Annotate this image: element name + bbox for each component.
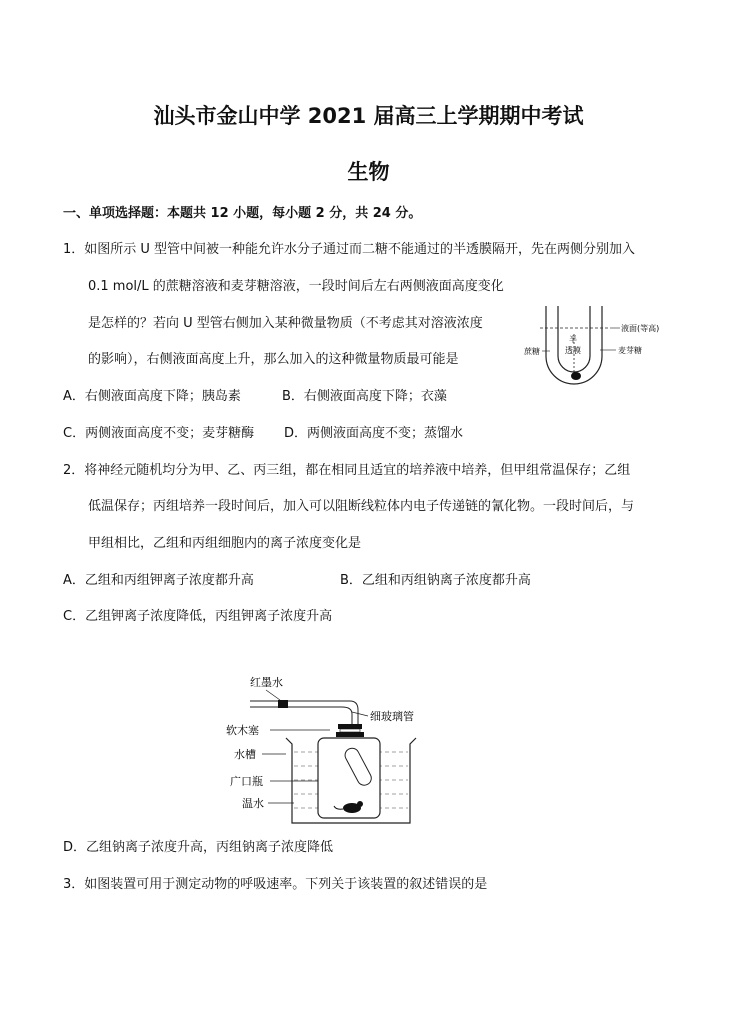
q3-line1: 3．如图装置可用于测定动物的呼吸速率。下列关于该装置的叙述错误的是 (63, 877, 488, 892)
label-cork: 软木塞 (226, 724, 259, 737)
label-bottle: 广口瓶 (230, 775, 263, 788)
q1-option-c: C．两侧液面高度不变；麦芽糖酶 (63, 426, 255, 441)
q2-option-d: D．乙组钠离子浓度升高，丙组钠离子浓度降低 (63, 840, 334, 855)
label-membrane-1: 半 (569, 335, 577, 344)
q2-line1: 2．将神经元随机均分为甲、乙、丙三组，都在相同且适宜的培养液中培养，但甲组常温保存；乙组 (63, 463, 631, 478)
label-warm-water: 温水 (242, 797, 264, 810)
label-red-ink: 红墨水 (250, 676, 283, 689)
q2-line3: 甲组相比，乙组和丙组细胞内的离子浓度变化是 (88, 536, 362, 551)
label-level: 液面(等高) (621, 324, 660, 333)
q1-line2: 0.1 mol/L 的蔗糖溶液和麦芽糖溶液，一段时间后左右两侧液面高度变化 (88, 279, 504, 294)
q2-option-a: A．乙组和丙组钾离子浓度都升高 (63, 573, 254, 588)
u-tube-figure (520, 298, 690, 390)
page-title: 汕头市金山中学 2021 届高三上学期期中考试 (153, 104, 584, 128)
label-sucrose: 蔗糖 (524, 347, 540, 356)
label-maltose: 麦芽糖 (618, 346, 642, 355)
q1-option-a: A．右侧液面高度下降；胰岛素 (63, 389, 241, 404)
label-membrane-2: 透膜 (565, 346, 581, 355)
q2-option-c: C．乙组钾离子浓度降低，丙组钾离子浓度升高 (63, 609, 333, 624)
q2-line2: 低温保存；丙组培养一段时间后，加入可以阻断线粒体内电子传递链的氰化物。一段时间后，与 (88, 499, 635, 514)
q1-line4: 的影响），右侧液面高度上升，那么加入的这种微量物质最可能是 (88, 352, 459, 367)
q1-option-d: D．两侧液面高度不变；蒸馏水 (284, 426, 464, 441)
q1-line1: 1．如图所示 U 型管中间被一种能允许水分子通过而二糖不能通过的半透膜隔开，先在两侧分别加入 (63, 242, 636, 257)
label-glass-tube: 细玻璃管 (370, 710, 414, 723)
respiration-apparatus-figure (220, 668, 450, 830)
subject-title: 生物 (347, 160, 390, 184)
q2-option-b: B．乙组和丙组钠离子浓度都升高 (340, 573, 531, 588)
q1-line3: 是怎样的？若向 U 型管右侧加入某种微量物质（不考虑其对溶液浓度 (88, 316, 483, 331)
q1-option-b: B．右侧液面高度下降；衣藻 (282, 389, 447, 404)
section-heading: 一、单项选择题：本题共 12 小题，每小题 2 分，共 24 分。 (63, 206, 422, 221)
label-tank: 水槽 (234, 748, 256, 761)
